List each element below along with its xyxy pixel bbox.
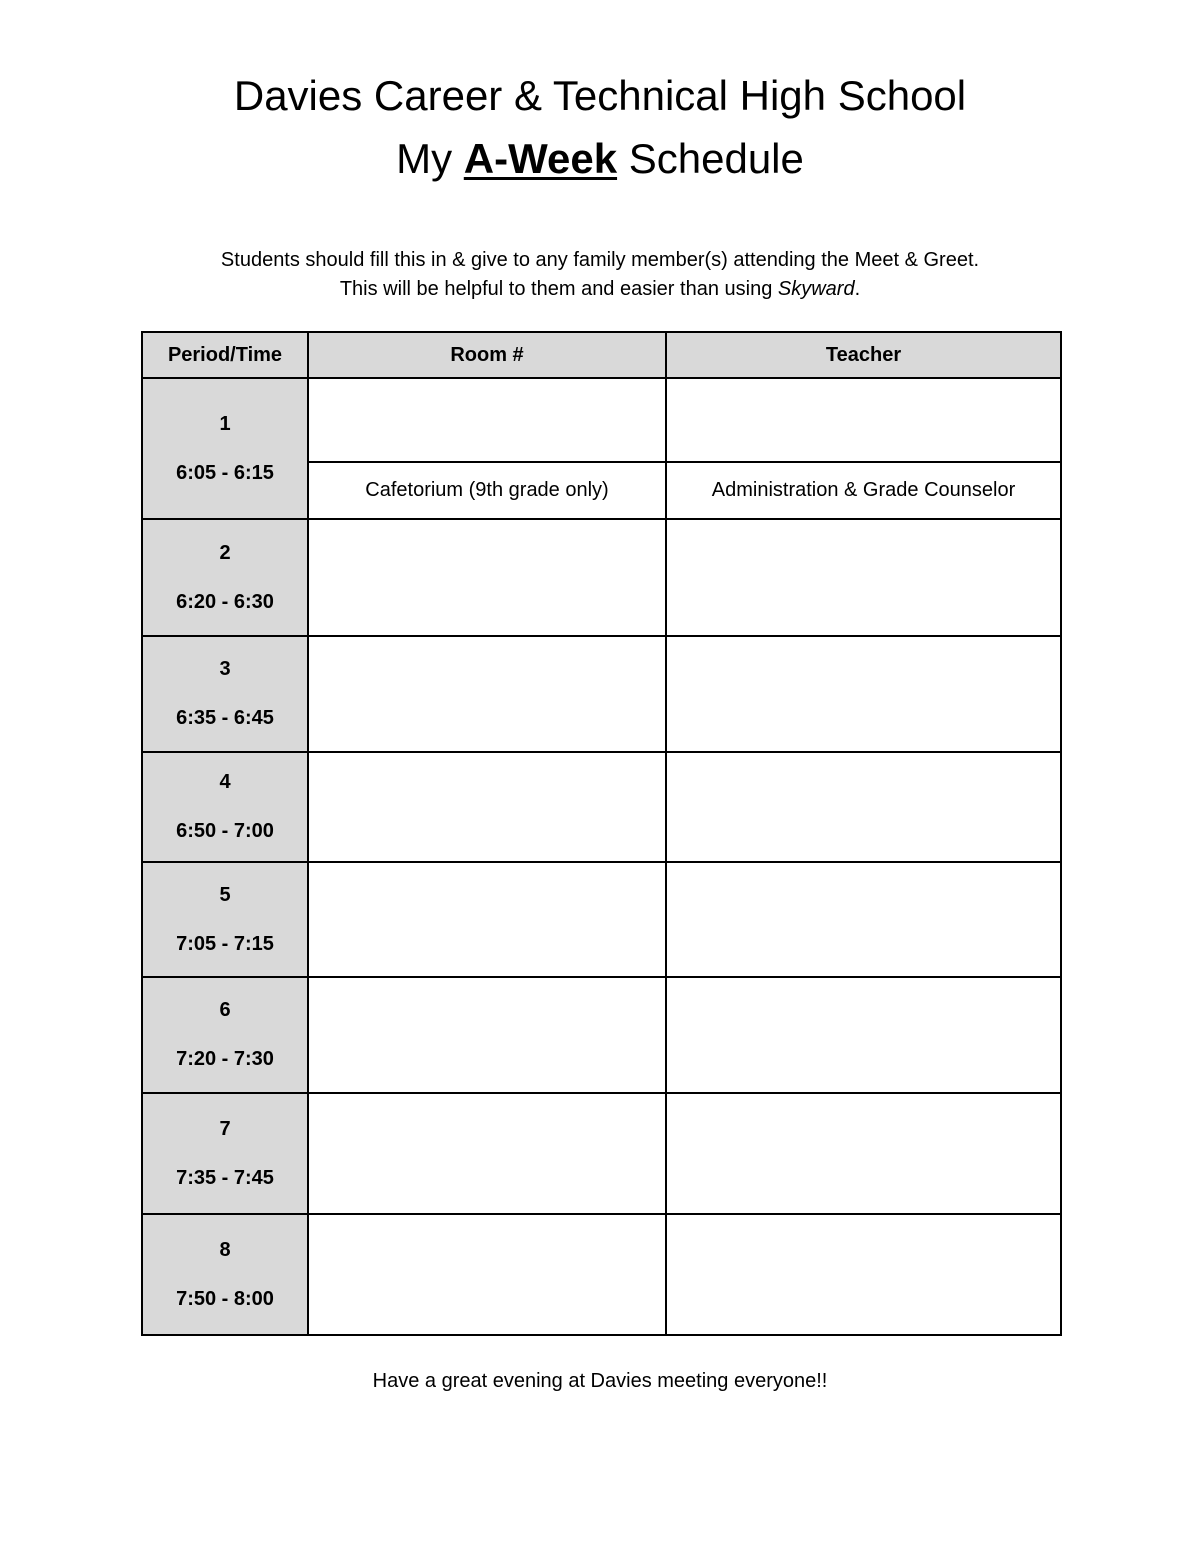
- schedule-row-period-1: [142, 378, 1061, 462]
- schedule-row-period-7: [142, 1093, 1061, 1214]
- period-cell-2: [142, 519, 308, 636]
- schedule-row-period-3: [142, 636, 1061, 752]
- instructions-line-2-text: This will be helpful to them and easier than using: [339, 278, 773, 300]
- period-time: 6:50 - 7:00: [176, 820, 274, 842]
- teacher-entry-cell[interactable]: [666, 862, 1061, 977]
- schedule-row-period-4: [142, 752, 1061, 862]
- period-cell-5: [142, 862, 308, 977]
- schedule-header-row: [142, 332, 1061, 378]
- instructions-line-2-period: .: [854, 278, 861, 300]
- period-number: 5: [219, 883, 231, 906]
- room-entry-cell[interactable]: [308, 752, 666, 862]
- teacher-entry-cell[interactable]: [666, 752, 1061, 862]
- period-time: 6:35 - 6:45: [176, 707, 274, 729]
- closing-message: Have a great evening at Davies meeting everyone!!: [372, 1370, 828, 1392]
- schedule-table: [141, 331, 1062, 1336]
- teacher-entry-cell[interactable]: [666, 519, 1061, 636]
- column-header-teacher: Teacher: [666, 332, 1061, 378]
- schedule-row-period-8: [142, 1214, 1061, 1335]
- period-number: 1: [219, 412, 231, 435]
- teacher-entry-cell[interactable]: [666, 636, 1061, 752]
- period-number: 8: [219, 1238, 231, 1261]
- teacher-entry-cell[interactable]: [666, 1214, 1061, 1335]
- room-cafetorium-cell: Cafetorium (9th grade only): [308, 462, 666, 519]
- period-number: 3: [219, 658, 231, 680]
- room-entry-cell[interactable]: [308, 1214, 666, 1335]
- instructions-line-2: [0, 275, 1200, 304]
- schedule-row-period-2: [142, 519, 1061, 636]
- schedule-title: [0, 134, 1200, 184]
- period-time: 6:20 - 6:30: [176, 590, 274, 613]
- period-cell-8: [142, 1214, 308, 1335]
- period-time: 7:50 - 8:00: [176, 1287, 274, 1310]
- period-number: 4: [219, 771, 231, 793]
- period-cell-1: [142, 378, 308, 519]
- period-time: 7:05 - 7:15: [176, 932, 274, 955]
- room-entry-cell[interactable]: [308, 1093, 666, 1214]
- period-number: 2: [219, 541, 231, 564]
- title-prefix: My: [396, 135, 453, 182]
- room-entry-cell[interactable]: [308, 862, 666, 977]
- instructions-line-1: Students should fill this in & give to any family member(s) attending the Meet & Greet.: [220, 249, 980, 271]
- schedule-row-period-5: [142, 862, 1061, 977]
- teacher-entry-cell[interactable]: [666, 977, 1061, 1093]
- schedule-row-period-6: [142, 977, 1061, 1093]
- period-number: 6: [219, 999, 231, 1021]
- period-time: 7:35 - 7:45: [176, 1166, 274, 1189]
- room-entry-cell[interactable]: [308, 977, 666, 1093]
- teacher-administration-cell: Administration & Grade Counselor: [666, 462, 1061, 519]
- period-time: 7:20 - 7:30: [176, 1048, 274, 1070]
- teacher-entry-cell[interactable]: [666, 378, 1061, 462]
- school-name-heading: Davies Career & Technical High School: [233, 72, 967, 119]
- column-header-room: Room #: [308, 332, 666, 378]
- period-number: 7: [219, 1117, 231, 1140]
- room-entry-cell[interactable]: [308, 378, 666, 462]
- title-suffix: Schedule: [628, 135, 804, 182]
- title-week-label: A-Week: [463, 135, 618, 182]
- skyward-label: Skyward: [777, 278, 855, 300]
- room-entry-cell[interactable]: [308, 636, 666, 752]
- period-time: 6:05 - 6:15: [176, 461, 274, 484]
- period-cell-4: [142, 752, 308, 862]
- period-cell-3: [142, 636, 308, 752]
- teacher-entry-cell[interactable]: [666, 1093, 1061, 1214]
- room-entry-cell[interactable]: [308, 519, 666, 636]
- period-cell-7: [142, 1093, 308, 1214]
- period-cell-6: [142, 977, 308, 1093]
- column-header-period-time: Period/Time: [142, 332, 308, 378]
